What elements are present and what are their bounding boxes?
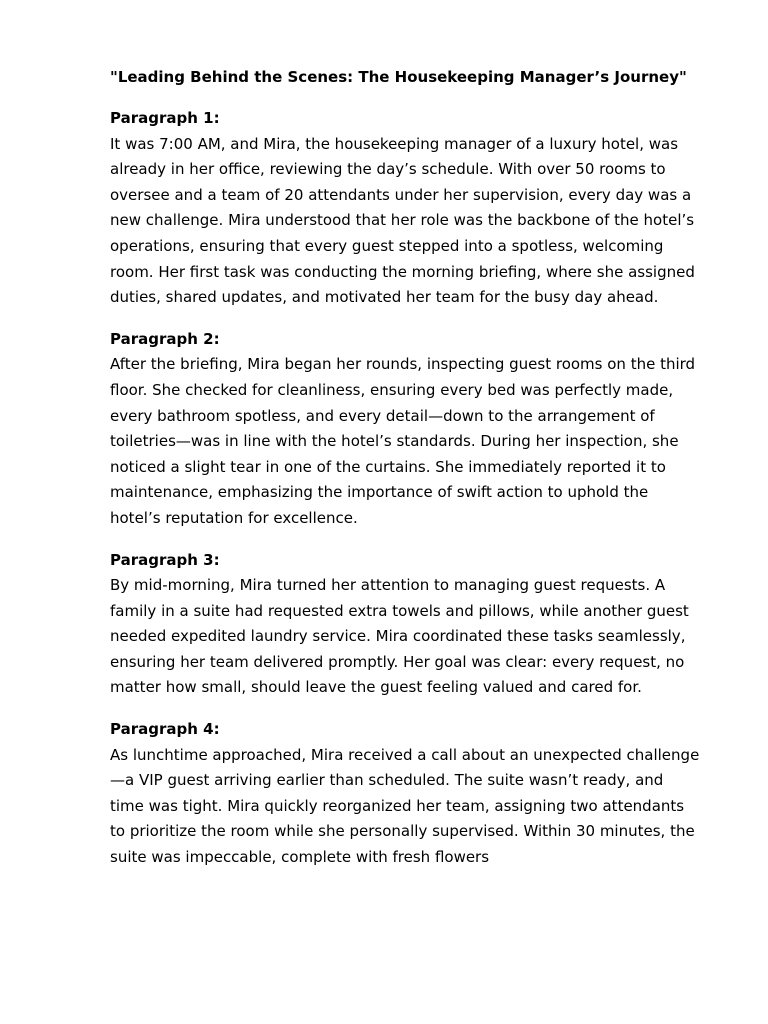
paragraph-body-1: It was 7:00 AM, and Mira, the housekeeping manager of a luxury hotel, was already in her office, reviewing the day’s schedule. With over 50 rooms to oversee and a team of 20 attendants under her supervision, every day was a new challenge. Mira understood that her role was the backbone of the hotel’s operations, ensuring that every guest stepped into a spotless, welcoming room. Her first task was conducting the morning briefing, where she assigned duties, shared updates, and motivated her team for the busy day ahead. — [110, 134, 695, 307]
paragraph-body-2: After the briefing, Mira began her rounds, inspecting guest rooms on the third floor. She checked for cleanliness, ensuring every bed was perfectly made, every bathroom spotless, and every detail—down to the arrangement of toiletries—was in line with the hotel’s standards. During her inspection, she noticed a slight tear in one of the curtains. She immediately reported it to maintenance, emphasizing the importance of swift action to uphold the hotel’s reputation for excellence. — [110, 355, 696, 527]
document-title: "Leading Behind the Scenes: The Housekeeping Manager’s Journey" — [110, 68, 687, 86]
paragraph-body-3: By mid-morning, Mira turned her attention to managing guest requests. A family in a suite had requested extra towels and pillows, while another guest needed expedited laundry service. Mira coordinated these tasks seamlessly, ensuring her team delivered promptly. Her goal was clear: every request, no matter how small, should leave the guest feeling valued and cared for. — [110, 576, 689, 697]
paragraph-section-1 — [110, 106, 700, 311]
paragraph-section-2 — [110, 327, 700, 532]
paragraph-body-4: As lunchtime approached, Mira received a call about an unexpected challenge—a VIP guest arriving earlier than scheduled. The suite wasn’t ready, and time was tight. Mira quickly reorganized her team, assigning two attendants to prioritize the room while she personally supervised. Within 30 minutes, the suite was impeccable, complete with fresh flowers — [110, 745, 700, 867]
paragraph-section-4 — [110, 717, 700, 871]
document-page — [110, 64, 700, 887]
paragraph-heading-4: Paragraph 4: — [110, 720, 220, 739]
paragraph-heading-3: Paragraph 3: — [110, 550, 220, 569]
paragraph-heading-1: Paragraph 1: — [110, 109, 220, 127]
paragraph-section-3 — [110, 548, 700, 702]
paragraph-heading-2: Paragraph 2: — [110, 329, 220, 348]
